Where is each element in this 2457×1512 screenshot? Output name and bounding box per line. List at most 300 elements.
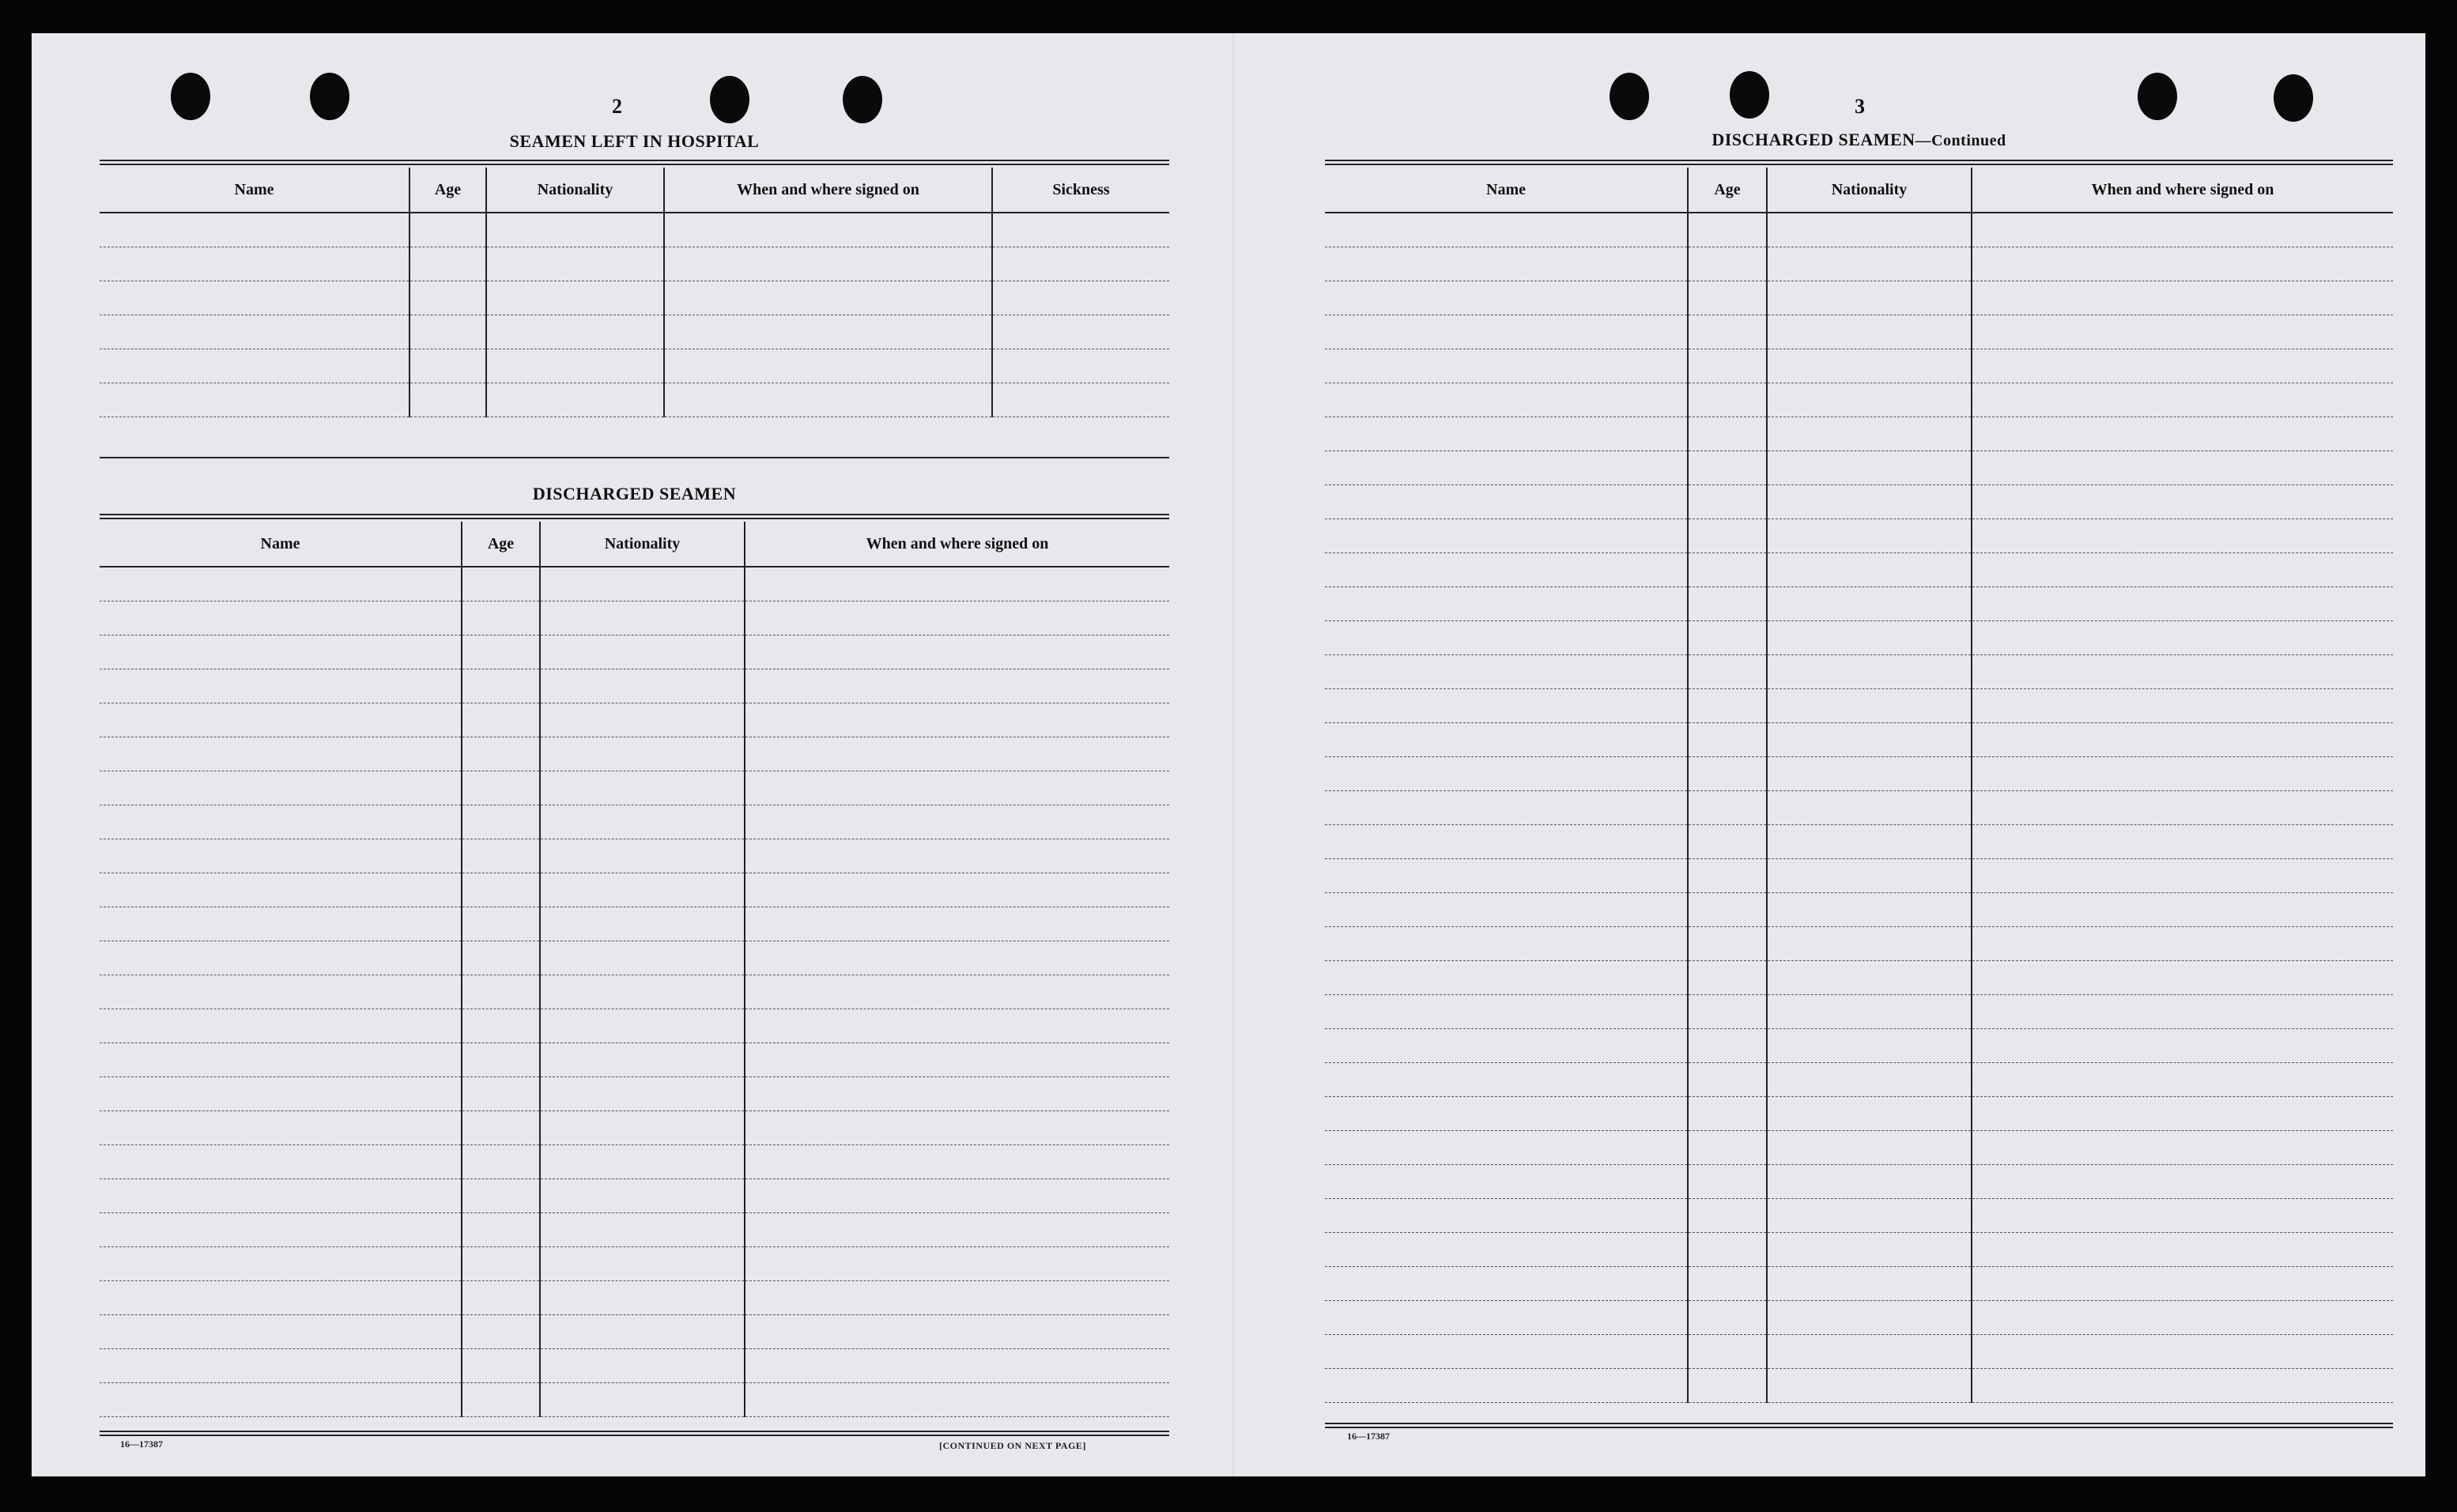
blank-cell [462,839,540,873]
blank-cell [1972,723,2393,757]
blank-cell [1767,757,1972,791]
blank-cell [1767,1199,1972,1233]
blank-cell [410,349,486,383]
continued-note: [CONTINUED ON NEXT PAGE] [939,1440,1086,1451]
blank-cell [1688,621,1767,655]
blank-form-row [100,1111,1169,1145]
blank-cell [1972,1165,2393,1199]
blank-cell [100,281,410,315]
blank-cell [1688,383,1767,417]
blank-cell [1688,451,1767,485]
blank-cell [462,805,540,839]
discharged-table-bottom-rule [100,1431,1169,1436]
blank-cell [486,213,664,247]
blank-cell [100,1077,462,1111]
continued-section-title [1325,130,2393,150]
blank-cell [462,669,540,703]
blank-cell [100,771,462,805]
title-rule [100,160,1169,165]
blank-cell [1325,315,1688,349]
blank-form-row [1325,1097,2393,1131]
blank-cell [462,873,540,907]
blank-form-row [100,281,1169,315]
blank-cell [1688,315,1767,349]
blank-cell [1972,247,2393,281]
blank-cell [1325,213,1688,247]
blank-cell [1972,1267,2393,1301]
blank-cell [1325,859,1688,893]
blank-cell [540,975,745,1009]
blank-cell [1325,349,1688,383]
blank-form-row [100,1247,1169,1281]
blank-cell [540,1383,745,1417]
blank-form-row [100,703,1169,737]
blank-cell [540,1349,745,1383]
blank-cell [1325,825,1688,859]
blank-cell [100,349,410,383]
blank-form-row [1325,349,2393,383]
blank-form-row [1325,723,2393,757]
blank-cell [100,1043,462,1077]
blank-cell [1325,485,1688,519]
blank-cell [1972,349,2393,383]
blank-cell [540,839,745,873]
blank-cell [486,315,664,349]
blank-form-row [100,975,1169,1009]
blank-cell [1767,723,1972,757]
blank-cell [1325,1063,1688,1097]
blank-cell [1325,417,1688,451]
blank-cell [745,737,1169,771]
blank-cell [745,805,1169,839]
blank-form-row [1325,893,2393,927]
blank-cell [462,1111,540,1145]
blank-form-row [1325,1267,2393,1301]
blank-form-row [1325,825,2393,859]
blank-cell [1972,995,2393,1029]
left-page [32,33,1233,1476]
blank-cell [745,1383,1169,1417]
blank-cell [1767,825,1972,859]
blank-cell [1325,1369,1688,1403]
blank-cell [100,1009,462,1043]
blank-cell [1767,621,1972,655]
blank-cell [100,1281,462,1315]
blank-cell [1688,791,1767,825]
blank-form-row [1325,859,2393,893]
blank-cell [100,907,462,941]
blank-cell [1972,383,2393,417]
blank-cell [462,1179,540,1213]
blank-cell [540,601,745,635]
column-header: Age [1688,168,1767,213]
blank-form-row [1325,1029,2393,1063]
blank-cell [1325,995,1688,1029]
blank-cell [1767,893,1972,927]
page-number: 3 [1855,95,1865,118]
blank-cell [745,907,1169,941]
blank-form-row [100,1179,1169,1213]
discharged-continued-table [1325,168,2393,1403]
punch-hole [1610,73,1649,120]
blank-cell [992,213,1169,247]
blank-cell [745,1043,1169,1077]
blank-form-row [1325,1165,2393,1199]
blank-form-row [1325,1233,2393,1267]
blank-cell [1767,349,1972,383]
blank-cell [1325,247,1688,281]
blank-cell [1972,417,2393,451]
blank-form-row [1325,1369,2393,1403]
blank-cell [486,247,664,281]
blank-cell [1767,485,1972,519]
blank-cell [1972,1131,2393,1165]
blank-cell [1972,519,2393,553]
blank-form-row [1325,281,2393,315]
blank-cell [100,839,462,873]
blank-cell [462,1281,540,1315]
blank-cell [1767,281,1972,315]
blank-cell [1325,893,1688,927]
blank-cell [100,1315,462,1349]
blank-cell [1972,961,2393,995]
blank-form-row [100,213,1169,247]
blank-cell [1688,689,1767,723]
blank-cell [486,281,664,315]
blank-cell [1688,519,1767,553]
blank-cell [745,839,1169,873]
blank-cell [1325,791,1688,825]
blank-cell [745,1281,1169,1315]
blank-cell [462,601,540,635]
blank-cell [664,349,992,383]
blank-cell [1972,1199,2393,1233]
blank-cell [540,1077,745,1111]
blank-cell [100,975,462,1009]
blank-cell [462,567,540,601]
blank-cell [462,1213,540,1247]
blank-cell [1972,1301,2393,1335]
blank-cell [992,383,1169,417]
blank-cell [462,1009,540,1043]
blank-cell [745,1247,1169,1281]
blank-cell [540,941,745,975]
blank-form-row [1325,757,2393,791]
blank-cell [1767,1063,1972,1097]
blank-form-row [1325,927,2393,961]
blank-form-row [100,873,1169,907]
blank-cell [745,941,1169,975]
blank-form-row [100,601,1169,635]
blank-cell [1972,757,2393,791]
blank-form-row [100,1383,1169,1417]
blank-cell [1688,247,1767,281]
blank-cell [1767,451,1972,485]
column-header: Nationality [486,168,664,213]
form-number: 16—17387 [120,1438,163,1450]
blank-cell [992,349,1169,383]
blank-cell [664,383,992,417]
blank-cell [1325,519,1688,553]
punch-hole [2138,73,2177,120]
blank-cell [1767,791,1972,825]
blank-cell [540,1009,745,1043]
punch-hole [2274,74,2313,122]
blank-cell [745,873,1169,907]
blank-form-row [1325,1199,2393,1233]
blank-cell [992,315,1169,349]
blank-cell [1325,689,1688,723]
blank-cell [1688,1097,1767,1131]
blank-cell [1972,485,2393,519]
blank-cell [745,975,1169,1009]
blank-cell [1767,995,1972,1029]
blank-cell [1688,587,1767,621]
blank-cell [100,1213,462,1247]
blank-cell [462,1145,540,1179]
column-header: Nationality [540,522,745,567]
blank-cell [745,1077,1169,1111]
blank-cell [1767,1233,1972,1267]
blank-cell [1972,1335,2393,1369]
continued-table-bottom-rule [1325,1423,2393,1428]
blank-cell [1972,315,2393,349]
blank-cell [1325,655,1688,689]
blank-form-row [1325,1131,2393,1165]
blank-cell [462,703,540,737]
blank-cell [1972,451,2393,485]
blank-cell [100,873,462,907]
blank-form-row [1325,655,2393,689]
blank-cell [1325,587,1688,621]
blank-cell [1972,553,2393,587]
blank-form-row [1325,791,2393,825]
blank-cell [100,213,410,247]
blank-cell [540,805,745,839]
blank-cell [1972,927,2393,961]
blank-cell [462,1383,540,1417]
blank-cell [462,635,540,669]
blank-cell [1688,1165,1767,1199]
blank-form-row [1325,213,2393,247]
blank-form-row [100,805,1169,839]
blank-cell [664,281,992,315]
blank-form-row [1325,961,2393,995]
blank-form-row [1325,1335,2393,1369]
blank-form-row [1325,451,2393,485]
blank-cell [1325,757,1688,791]
blank-cell [1972,281,2393,315]
blank-cell [540,1315,745,1349]
blank-form-row [100,315,1169,349]
blank-form-row [100,669,1169,703]
blank-cell [486,349,664,383]
blank-cell [410,213,486,247]
blank-cell [1325,553,1688,587]
blank-cell [540,1145,745,1179]
blank-cell [992,247,1169,281]
blank-cell [1688,349,1767,383]
blank-cell [745,1009,1169,1043]
column-header: Name [100,168,410,213]
blank-form-row [1325,689,2393,723]
blank-cell [462,1043,540,1077]
blank-cell [1688,961,1767,995]
column-header: Sickness [992,168,1169,213]
blank-cell [1325,621,1688,655]
blank-cell [1972,1097,2393,1131]
blank-cell [1688,723,1767,757]
blank-cell [462,1247,540,1281]
blank-cell [1688,213,1767,247]
blank-cell [1767,1301,1972,1335]
column-header: Name [100,522,462,567]
blank-cell [1767,1335,1972,1369]
blank-cell [1767,1131,1972,1165]
column-header: When and where signed on [664,168,992,213]
blank-form-row [100,635,1169,669]
blank-cell [410,281,486,315]
blank-form-row [100,349,1169,383]
blank-cell [462,907,540,941]
blank-cell [1688,757,1767,791]
blank-cell [100,383,410,417]
blank-cell [1767,315,1972,349]
punch-hole [1730,71,1769,119]
blank-cell [1325,961,1688,995]
blank-form-row [1325,1301,2393,1335]
blank-form-row [100,771,1169,805]
blank-form-row [1325,247,2393,281]
section-title-suffix: —Continued [1915,132,2006,149]
blank-cell [1688,1301,1767,1335]
blank-cell [1688,825,1767,859]
blank-form-row [1325,553,2393,587]
blank-cell [1767,587,1972,621]
blank-cell [1688,553,1767,587]
blank-cell [540,635,745,669]
blank-cell [1325,1199,1688,1233]
blank-cell [664,247,992,281]
blank-cell [540,771,745,805]
blank-cell [1688,1233,1767,1267]
blank-cell [1767,859,1972,893]
blank-cell [1688,1267,1767,1301]
blank-cell [100,1145,462,1179]
blank-cell [1767,519,1972,553]
blank-form-row [1325,519,2393,553]
blank-cell [1325,723,1688,757]
blank-form-row [100,1349,1169,1383]
blank-cell [1972,1369,2393,1403]
blank-cell [462,771,540,805]
blank-cell [1688,485,1767,519]
punch-hole [171,73,210,120]
blank-cell [462,737,540,771]
blank-cell [1688,1369,1767,1403]
blank-form-row [1325,995,2393,1029]
blank-form-row [100,1043,1169,1077]
blank-form-row [100,383,1169,417]
blank-cell [1688,417,1767,451]
blank-form-row [100,1315,1169,1349]
blank-cell [1688,1199,1767,1233]
blank-cell [540,1247,745,1281]
blank-form-row [1325,315,2393,349]
blank-cell [1688,1335,1767,1369]
blank-cell [1325,1029,1688,1063]
blank-cell [540,737,745,771]
blank-form-row [100,839,1169,873]
blank-cell [1767,553,1972,587]
column-header: Age [462,522,540,567]
blank-cell [100,1349,462,1383]
blank-cell [1767,383,1972,417]
blank-cell [1767,655,1972,689]
blank-cell [1688,1131,1767,1165]
blank-cell [1767,1267,1972,1301]
title-rule [1325,160,2393,165]
blank-cell [1688,1029,1767,1063]
blank-cell [100,1179,462,1213]
blank-cell [745,669,1169,703]
blank-cell [1767,1097,1972,1131]
discharged-table [100,522,1169,1417]
blank-cell [1767,689,1972,723]
blank-cell [664,213,992,247]
punch-hole [310,73,349,120]
blank-cell [100,703,462,737]
blank-cell [1972,859,2393,893]
blank-cell [462,975,540,1009]
column-header: Nationality [1767,168,1972,213]
hospital-table [100,168,1169,417]
blank-cell [100,805,462,839]
blank-cell [1325,383,1688,417]
blank-cell [540,669,745,703]
blank-cell [100,315,410,349]
hospital-section-title: SEAMEN LEFT IN HOSPITAL [509,131,760,151]
blank-cell [100,601,462,635]
blank-cell [462,1315,540,1349]
blank-cell [1767,1165,1972,1199]
punch-hole [710,76,749,123]
blank-cell [1325,281,1688,315]
blank-cell [540,873,745,907]
blank-cell [410,383,486,417]
blank-cell [1325,1097,1688,1131]
blank-form-row [1325,485,2393,519]
blank-form-row [100,1213,1169,1247]
blank-cell [1688,927,1767,961]
discharged-section-title: DISCHARGED SEAMEN [532,484,737,503]
blank-cell [486,383,664,417]
punch-hole [843,76,882,123]
blank-form-row [1325,1063,2393,1097]
blank-cell [100,941,462,975]
blank-cell [745,703,1169,737]
blank-cell [1688,893,1767,927]
blank-cell [1767,417,1972,451]
blank-form-row [100,1009,1169,1043]
blank-form-row [100,907,1169,941]
blank-cell [1325,1335,1688,1369]
blank-form-row [1325,383,2393,417]
blank-cell [1972,689,2393,723]
blank-cell [100,247,410,281]
blank-cell [1325,927,1688,961]
blank-cell [745,1179,1169,1213]
